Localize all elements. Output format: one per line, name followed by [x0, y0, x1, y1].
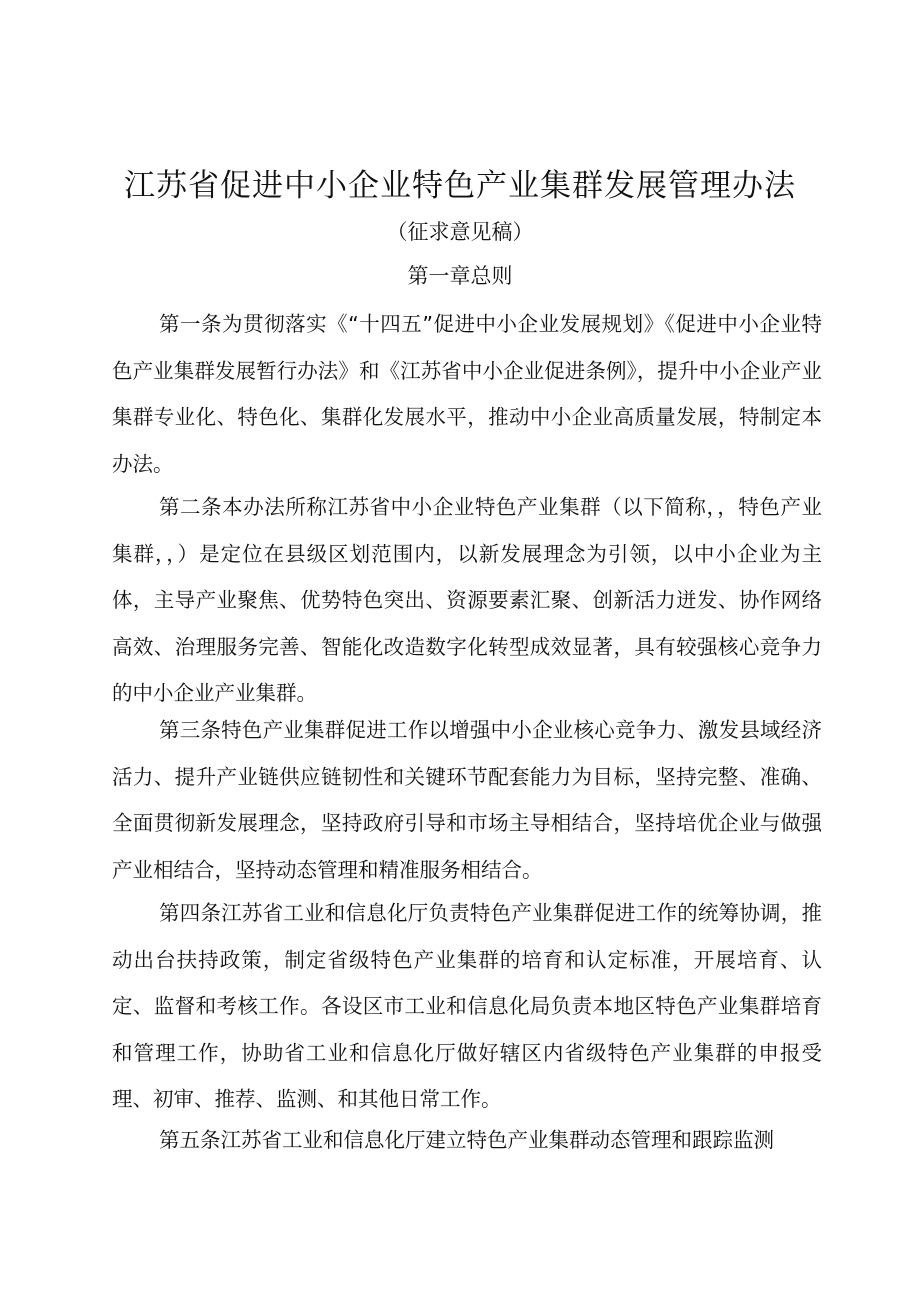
document-title: 江苏省促进中小企业特色产业集群发展管理办法: [124, 168, 796, 204]
article-4: 第四条江苏省工业和信息化厅负责特色产业集群促进工作的统筹协调，推动出台扶持政策，制定省级特色产业集群的培育和认定标准，开展培育、认定、监督和考核工作。各设区市工业和信息化局负责本地区特色产业集群培育和管理工作，协助省工业和信息化厅做好辖区内省级特色产业集群的申报受理、初审、推荐、监测、和其他日常工作。: [112, 901, 822, 1111]
article-2: 第二条本办法所称江苏省中小企业特色产业集群（以下简称，，特色产业集群，，）是定位在县级区划范围内，以新发展理念为引领，以中小企业为主体，主导产业聚焦、优势特色突出、资源要素汇聚、创新活力迸发、协作网络高效、治理服务完善、智能化改造数字化转型成效显著，具有较强核心竞争力的中小企业产业集群。: [112, 495, 822, 705]
article-3: 第三条特色产业集群促进工作以增强中小企业核心竞争力、激发县域经济活力、提升产业链供应链韧性和关键环节配套能力为目标，坚持完整、准确、全面贯彻新发展理念，坚持政府引导和市场主导相结合，坚持培优企业与做强产业相结合，坚持动态管理和精准服务相结合。: [112, 718, 822, 882]
chapter-title: 第一章总则: [407, 264, 513, 288]
document-subtitle: （征求意见稿）: [386, 220, 534, 244]
article-5: 第五条江苏省工业和信息化厅建立特色产业集群动态管理和跟踪监测: [159, 1128, 774, 1152]
article-1: 第一条为贯彻落实《“十四五”促进中小企业发展规划》《促进中小企业特色产业集群发展暂行办法》和《江苏省中小企业促进条例》，提升中小企业产业集群专业化、特色化、集群化发展水平，推动中小企业高质量发展，特制定本办法。: [112, 312, 822, 476]
